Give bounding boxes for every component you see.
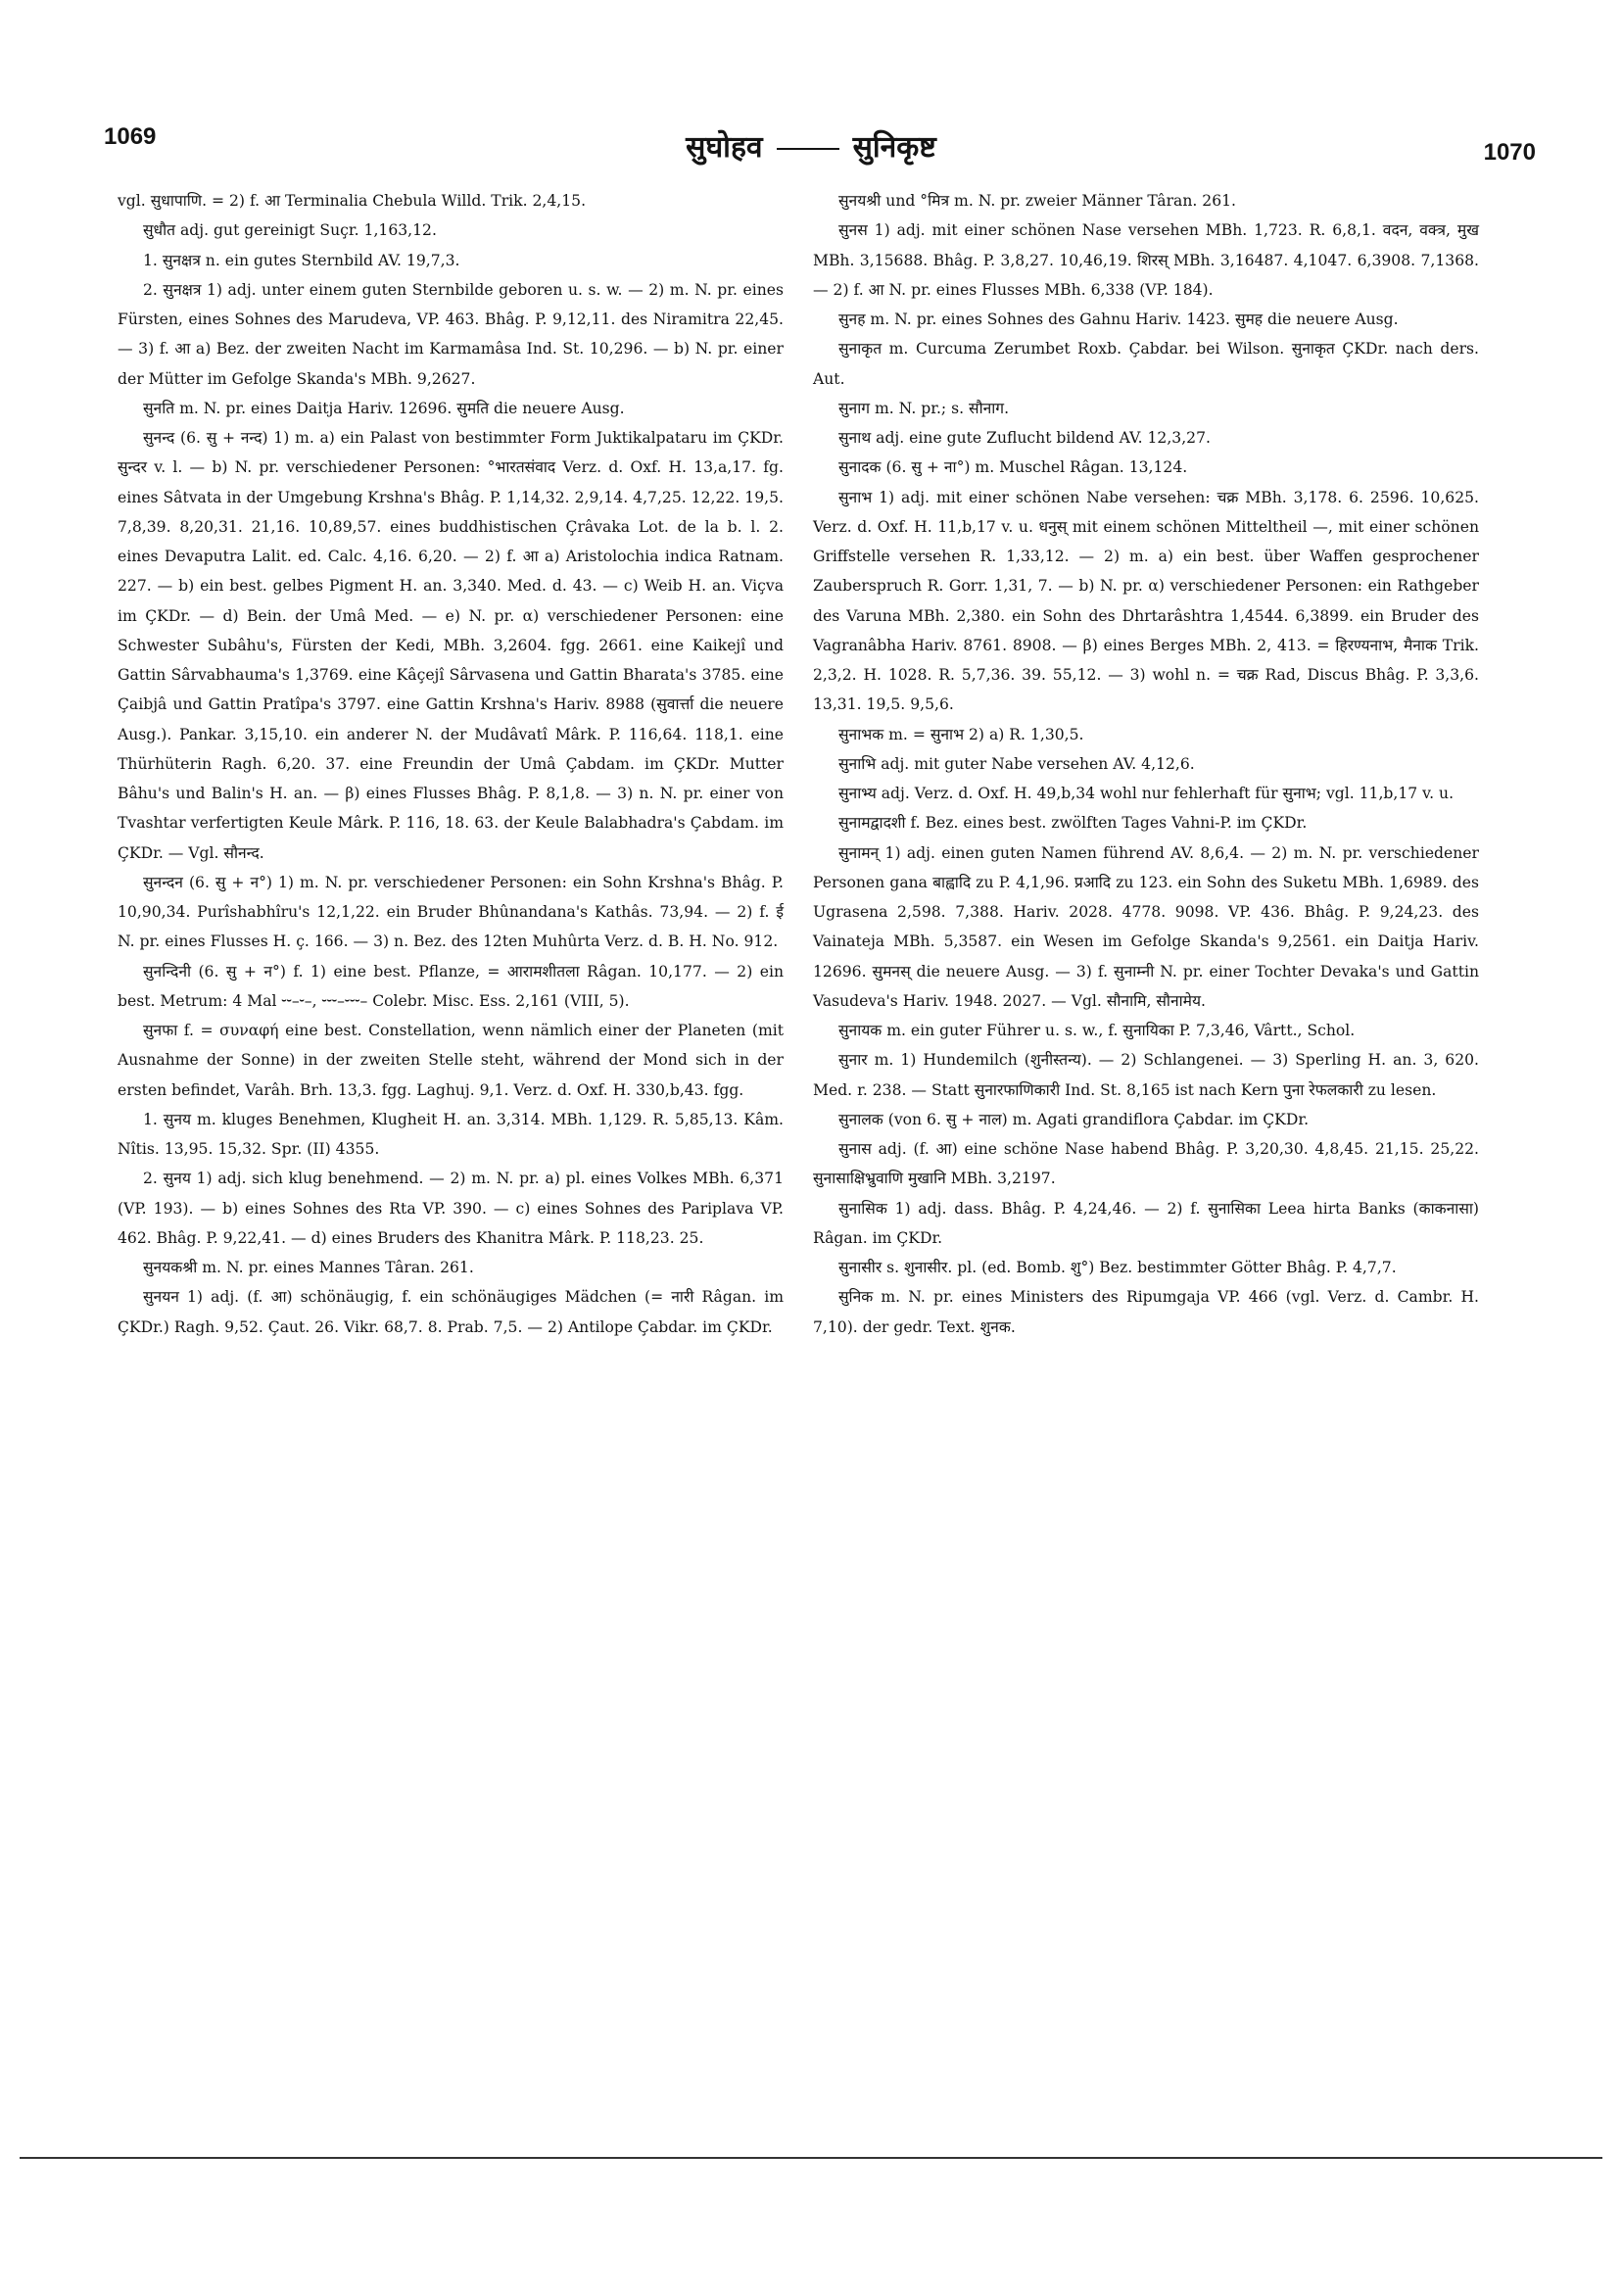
dictionary-entry: सुनिक m. N. pr. eines Ministers des Ripumgaja VP. 466 (vgl. Verz. d. Cambr. H. 7,10). der gedr. Text. शुनक. bbox=[813, 1288, 1479, 1336]
page-number-right: 1070 bbox=[1483, 139, 1536, 166]
dictionary-entry: vgl. सुधापाणि. = 2) f. आ Terminalia Chebula Willd. Trik. 2,4,15. bbox=[118, 192, 587, 210]
left-column bbox=[118, 186, 784, 1342]
dictionary-entry: सुनायक m. ein guter Führer u. s. w., f. सुनायिका P. 7,3,46, Vârtt., Schol. bbox=[838, 1022, 1356, 1039]
dictionary-entry: सुनयकश्री m. N. pr. eines Mannes Târan. 261. bbox=[143, 1259, 474, 1276]
dictionary-entry: सुधौत adj. gut gereinigt Suçr. 1,163,12. bbox=[143, 221, 437, 240]
right-column bbox=[813, 186, 1479, 1342]
dictionary-entry: सुनति m. N. pr. eines Daitja Hariv. 12696. सुमति die neuere Ausg. bbox=[143, 399, 625, 417]
dictionary-entry: सुनाग m. N. pr.; s. सौनाग. bbox=[838, 399, 1010, 417]
dictionary-entry: सुनाभक m. = सुनाभ 2) a) R. 1,30,5. bbox=[838, 725, 1084, 743]
running-head-dash bbox=[777, 148, 839, 150]
dictionary-entry: सुनयश्री und °मित्र m. N. pr. zweier Männer Târan. 261. bbox=[838, 192, 1237, 210]
dictionary-entry: सुनालक (von 6. सु + नाल) m. Agati grandiflora Çabdar. im ÇKDr. bbox=[838, 1110, 1310, 1128]
dictionary-entry: सुनार m. 1) Hundemilch (शुनीस्तन्य). — 2) Schlangenei. — 3) Sperling H. an. 3, 620. Med. r. 238. — Statt सुनारफाणिकारी Ind. St. 8,165 ist nach Kern पुना रेफलकारी zu lesen. bbox=[813, 1051, 1479, 1099]
running-head-start: सुघोहव bbox=[686, 130, 763, 165]
running-head bbox=[0, 125, 1622, 166]
dictionary-entry: 1. सुनक्षत्र n. ein gutes Sternbild AV. 19,7,3. bbox=[143, 251, 460, 269]
dictionary-entry: सुनफा f. = συναφή eine best. Constellation, wenn nämlich einer der Planeten (mit Ausnahme der Sonne) in der zweiten Stelle steht, während der Mond sich in der ersten befindet, Varâh. Brh. 13,3. fgg. Laghuj. 9,1. Verz. d. Oxf. H. 330,b,43. fgg. bbox=[118, 1022, 784, 1099]
dictionary-entry: 1. सुनय m. kluges Benehmen, Klugheit H. an. 3,314. MBh. 1,129. R. 5,85,13. Kâm. Nîtis. 13,95. 15,32. Spr. (II) 4355. bbox=[118, 1110, 784, 1158]
dictionary-entry: सुनाकृत m. Curcuma Zerumbet Roxb. Çabdar. bei Wilson. सुनाकृत ÇKDr. nach ders. Aut. bbox=[813, 340, 1479, 388]
dictionary-entry: सुनाभ 1) adj. mit einer schönen Nabe versehen: चक्र MBh. 3,178. 6. 2596. 10,625. Verz. d. Oxf. H. 11,b,17 v. u. धनुस् mit einem schönen Mitteltheil —, mit einer schönen Griffstelle versehen R. 1,33,12. — 2) m. a) ein best. über Waffen gesprochener Zauberspruch R. Gorr. 1,31, 7. — b) N. pr. α) verschiedener Personen: ein Rathgeber des Varuna MBh. 2,380. ein Sohn des Dhrtarâshtra 1,4544. 6,3899. ein Bruder des Vagranâbha Hariv. 8761. 8908. — β) eines Berges MBh. 2, 413. = हिरण्यनाभ, मैनाक Trik. 2,3,2. H. 1028. R. 5,7,36. 39. 55,12. — 3) wohl n. = चक्र Rad, Discus Bhâg. P. 3,3,6. 13,31. 19,5. 9,5,6. bbox=[813, 488, 1479, 714]
dictionary-entry: सुनन्दन (6. सु + न°) 1) m. N. pr. verschiedener Personen: ein Sohn Krshna's Bhâg. P. 10,90,34. Purîshabhîru's 12,1,22. ein Bruder Bhûnandana's Kathâs. 73,94. — 2) f. ई N. pr. eines Flusses H. ç. 166. — 3) n. Bez. des 12ten Muhûrta Verz. d. B. H. No. 912. bbox=[118, 873, 784, 951]
dictionary-entry: सुनासीर s. शुनासीर. pl. (ed. Bomb. शु°) Bez. bestimmter Götter Bhâg. P. 4,7,7. bbox=[838, 1259, 1397, 1276]
dictionary-entry: सुनयन 1) adj. (f. आ) schönäugig, f. ein schönäugiges Mädchen (= नारी Râgan. im ÇKDr.) Ragh. 9,52. Çaut. 26. Vikr. 68,7. 8. Prab. 7,5. — 2) Antilope Çabdar. im ÇKDr. bbox=[118, 1288, 784, 1336]
dictionary-entry: 2. सुनक्षत्र 1) adj. unter einem guten Sternbilde geboren u. s. w. — 2) m. N. pr. eines Fürsten, eines Sohnes des Marudeva, VP. 463. Bhâg. P. 9,12,11. des Niramitra 22,45. — 3) f. आ a) Bez. der zweiten Nacht im Karmamâsa Ind. St. 10,296. — b) N. pr. einer der Mütter im Gefolge Skanda's MBh. 9,2627. bbox=[118, 280, 784, 388]
dictionary-entry: सुनामद्वादशी f. Bez. eines best. zwölften Tages Vahni-P. im ÇKDr. bbox=[838, 814, 1308, 833]
dictionary-entry: सुनन्दिनी (6. सु + न°) f. 1) eine best. Pflanze, = आरामशीतला Râgan. 10,177. — 2) ein best. Metrum: 4 Mal ⏑⏑–⏑–, ⏑⏑⏑–⏑⏑⏑– Colebr. Misc. Ess. 2,161 (VIII, 5). bbox=[118, 962, 784, 1010]
bottom-rule bbox=[20, 2157, 1602, 2159]
page-number-left: 1069 bbox=[104, 123, 157, 150]
dictionary-entry: सुनन्द (6. सु + नन्द) 1) m. a) ein Palast von bestimmter Form Juktikalpataru im ÇKDr. सुन्दर v. l. — b) N. pr. verschiedener Personen: °भारतसंवाद Verz. d. Oxf. H. 13,a,17. fg. eines Sâtvata in der Umgebung Krshna's Bhâg. P. 1,14,32. 2,9,14. 4,7,25. 12,22. 19,5. 7,8,39. 8,20,31. 21,16. 10,89,57. eines buddhistischen Çrâvaka Lot. de la b. l. 2. eines Devaputra Lalit. ed. Calc. 4,16. 6,20. — 2) f. आ a) Aristolochia indica Ratnam. 227. — b) ein best. gelbes Pigment H. an. 3,340. Med. d. 43. — c) Weib H. an. Viçva im ÇKDr. — d) Bein. der Umâ Med. — e) N. pr. α) verschiedener Personen: eine Schwester Subâhu's, Fürsten der Kedi, MBh. 3,2604. fgg. 2661. eine Kaikejî und Gattin Sârvabhauma's 1,3769. eine Kâçejî Sârvasena und Gattin Bharata's 3785. eine Çaibjâ und Gattin Pratîpa's 3797. eine Gattin Krshna's Hariv. 8988 (सुवार्त्ता die neuere Ausg.). Pankar. 3,15,10. ein anderer N. der Mudâvatî Mârk. P. 116,64. 118,1. eine Thürhüterin Ragh. 6,20. 37. eine Freundin der Umâ Çabdam. im ÇKDr. Mutter Bâhu's und Balin's H. an. — β) eines Flusses Bhâg. P. 8,1,8. — 3) n. N. pr. einer von Tvashtar verfertigten Keule Mârk. P. 116, 18. 63. der Keule Balabhadra's Çabdam. im ÇKDr. — Vgl. सौनन्द. bbox=[118, 429, 784, 862]
dictionary-entry: सुनाथ adj. eine gute Zuflucht bildend AV. 12,3,27. bbox=[838, 429, 1211, 447]
dictionary-entry: सुनस 1) adj. mit einer schönen Nase versehen MBh. 1,723. R. 6,8,1. वदन, वक्त्र, मुख MBh. 3,15688. Bhâg. P. 3,8,27. 10,46,19. शिरस् MBh. 3,16487. 4,1047. 6,3908. 7,1368. — 2) f. आ N. pr. eines Flusses MBh. 6,338 (VP. 184). bbox=[813, 221, 1479, 299]
dictionary-entry: सुनास adj. (f. आ) eine schöne Nase habend Bhâg. P. 3,20,30. 4,8,45. 21,15. 25,22. सुनासाक्षिभ्रुवाणि मुखानि MBh. 3,2197. bbox=[813, 1140, 1479, 1188]
dictionary-entry: सुनामन् 1) adj. einen guten Namen führend AV. 8,6,4. — 2) m. N. pr. verschiedener Personen gana बाह्वादि zu P. 4,1,96. प्रआदि zu 123. ein Sohn des Suketu MBh. 1,6989. des Ugrasena 2,598. 7,388. Hariv. 2028. 4778. 9098. VP. 436. Bhâg. P. 9,24,23. des Vainateja MBh. 5,3587. ein Wesen im Gefolge Skanda's 9,2561. ein Daitja Hariv. 12696. सुमनस् die neuere Ausg. — 3) f. सुनाम्नी N. pr. einer Tochter Devaka's und Gattin Vasudeva's Hariv. 1948. 2027. — Vgl. सौनामि, सौनामेय. bbox=[813, 843, 1479, 1010]
running-head-end: सुनिकृष्ट bbox=[852, 130, 936, 165]
dictionary-entry: सुनह m. N. pr. eines Sohnes des Gahnu Hariv. 1423. सुमह die neuere Ausg. bbox=[838, 311, 1399, 328]
dictionary-entry: 2. सुनय 1) adj. sich klug benehmend. — 2) m. N. pr. a) pl. eines Volkes MBh. 6,371 (VP. 193). — b) eines Sohnes des Rta VP. 390. — c) eines Sohnes des Pariplava VP. 462. Bhâg. P. 9,22,41. — d) eines Bruders des Khanitra Mârk. P. 118,23. 25. bbox=[118, 1170, 784, 1247]
dictionary-entry: सुनाभ्य adj. Verz. d. Oxf. H. 49,b,34 wohl nur fehlerhaft für सुनाभ; vgl. 11,b,17 v. u. bbox=[838, 785, 1455, 802]
dictionary-entry: सुनाभि adj. mit guter Nabe versehen AV. 4,12,6. bbox=[838, 754, 1195, 773]
dictionary-entry: सुनादक (6. सु + ना°) m. Muschel Râgan. 13,124. bbox=[838, 458, 1188, 477]
dictionary-entry: सुनासिक 1) adj. dass. Bhâg. P. 4,24,46. — 2) f. सुनासिका Leea hirta Banks (काकनासा) Râgan. im ÇKDr. bbox=[813, 1199, 1479, 1247]
